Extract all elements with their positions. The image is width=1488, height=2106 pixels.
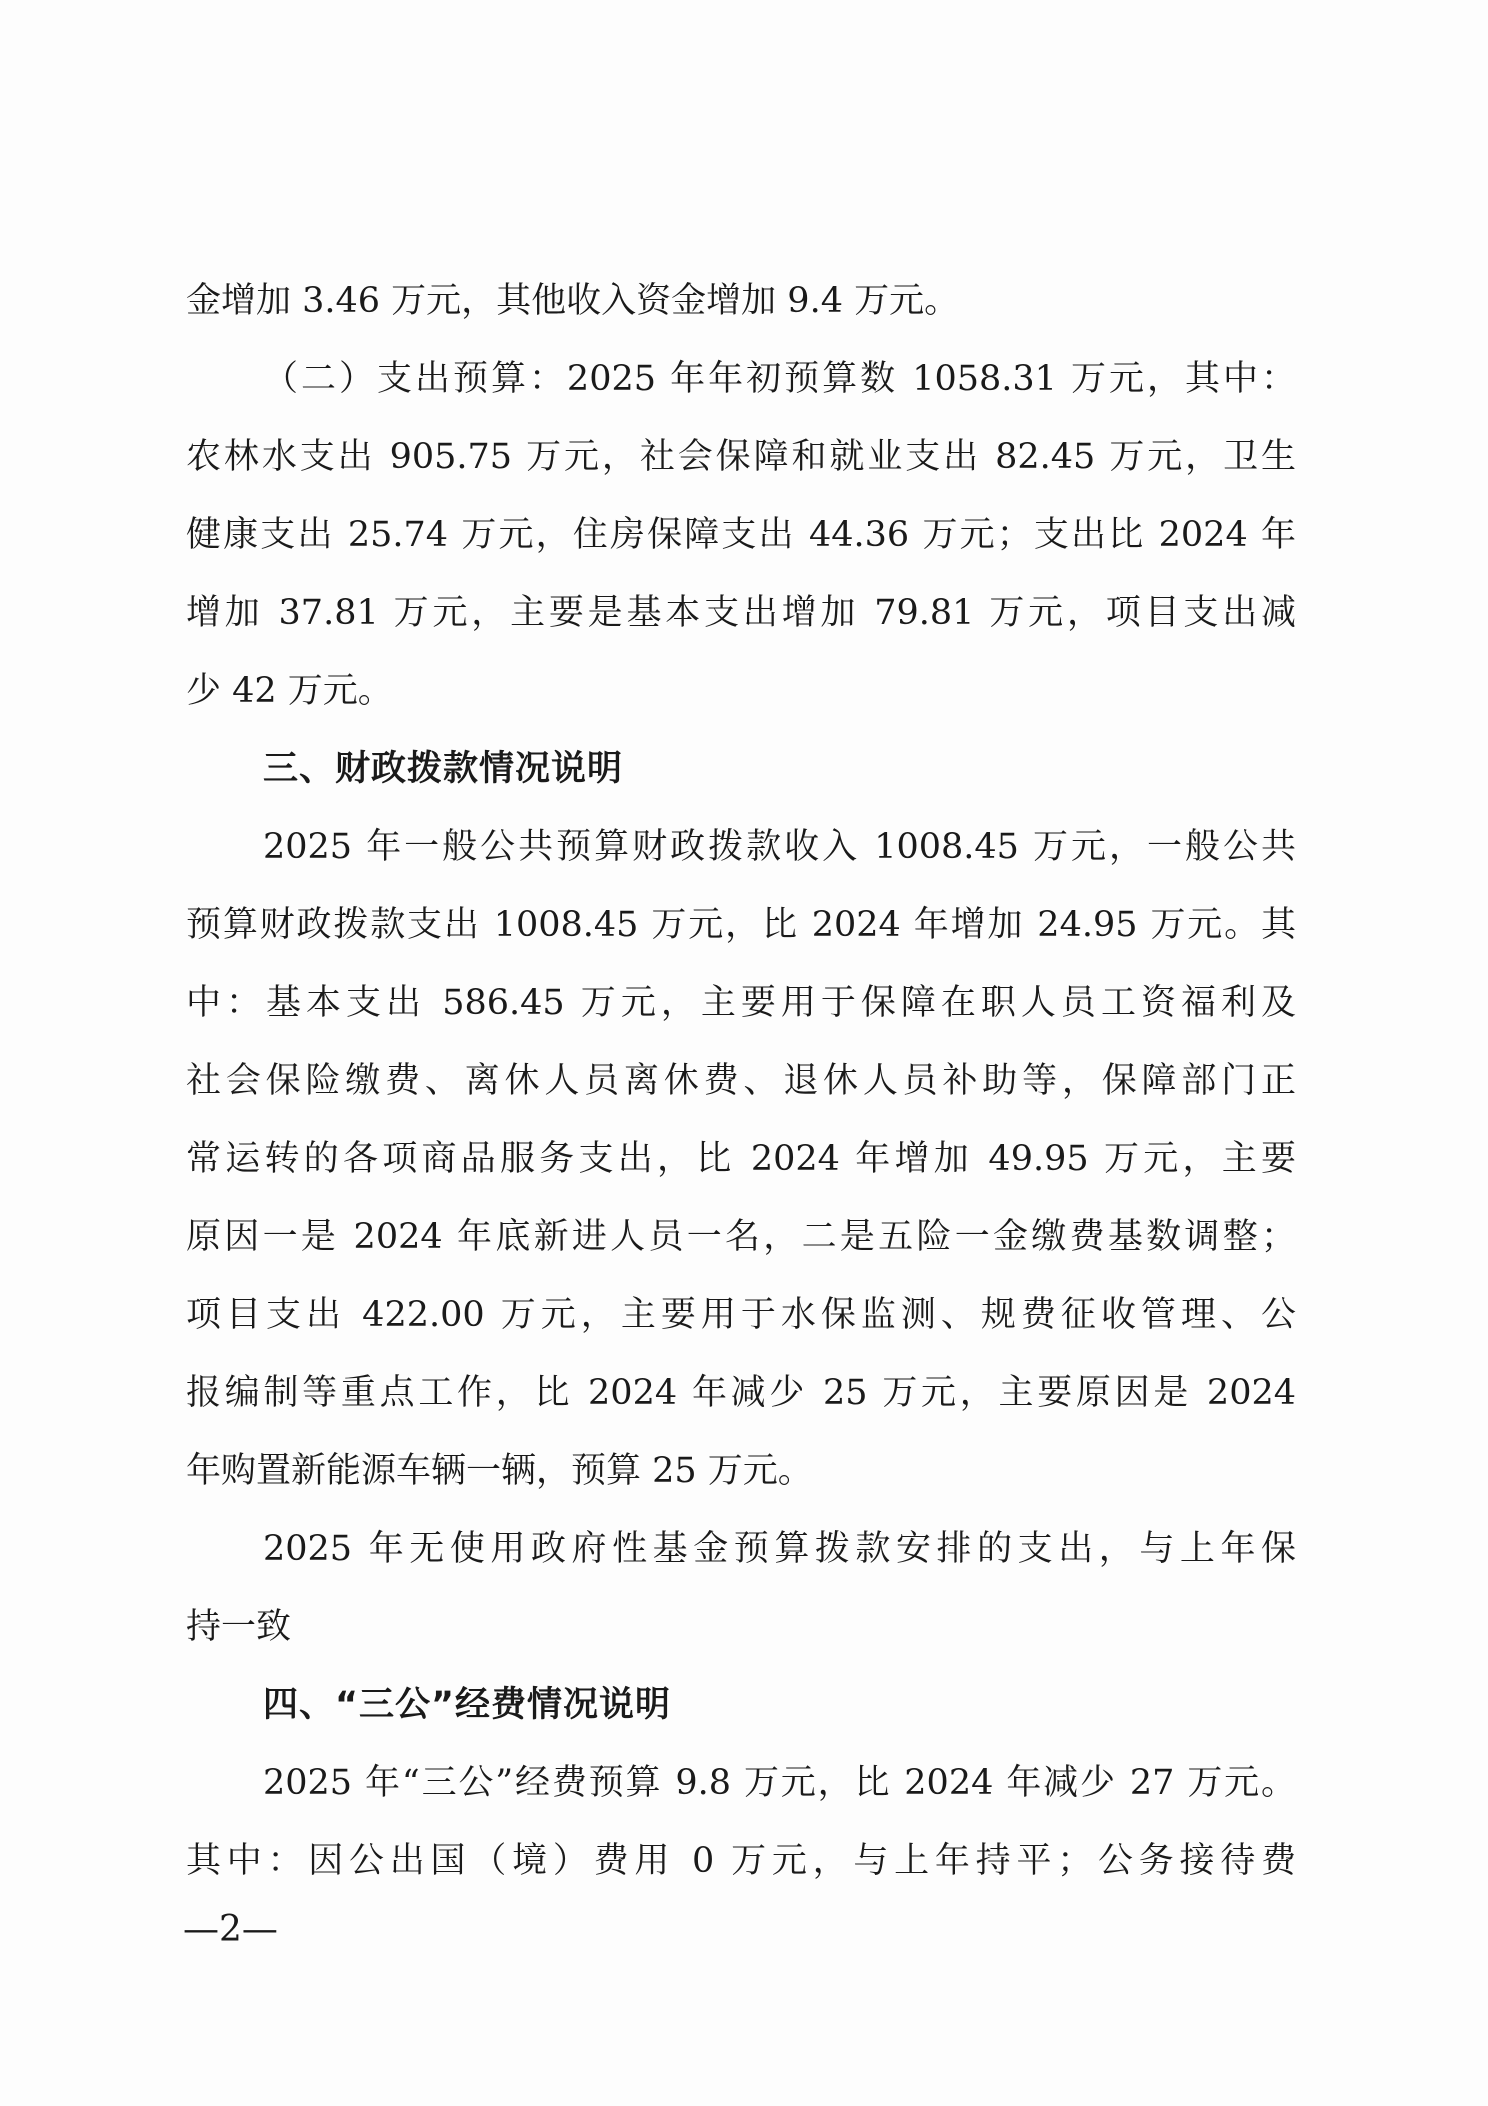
paragraph-line: 年购置新能源车辆一辆，预算 25 万元。 — [186, 1451, 813, 1491]
paragraph-line: 农林水支出 905.75 万元，社会保障和就业支出 82.45 万元，卫生 — [186, 437, 1296, 477]
paragraph-line: 报编制等重点工作，比 2024 年减少 25 万元，主要原因是 2024 — [186, 1373, 1296, 1413]
paragraph-line: 社会保险缴费、离休人员离休费、退休人员补助等，保障部门正 — [186, 1061, 1296, 1101]
section-heading: 四、“三公”经费情况说明 — [263, 1685, 672, 1725]
paragraph-line: 健康支出 25.74 万元，住房保障支出 44.36 万元；支出比 2024 年 — [186, 515, 1296, 555]
paragraph-line: 常运转的各项商品服务支出，比 2024 年增加 49.95 万元，主要 — [186, 1139, 1296, 1179]
paragraph-line: 2025 年一般公共预算财政拨款收入 1008.45 万元，一般公共 — [263, 827, 1296, 867]
paragraph-line: （二）支出预算：2025 年年初预算数 1058.31 万元，其中： — [263, 359, 1296, 399]
paragraph-line: 原因一是 2024 年底新进人员一名，二是五险一金缴费基数调整； — [186, 1217, 1296, 1257]
paragraph-line: 中：基本支出 586.45 万元，主要用于保障在职人员工资福利及 — [186, 983, 1296, 1023]
paragraph-line: 项目支出 422.00 万元，主要用于水保监测、规费征收管理、公 — [186, 1295, 1296, 1335]
section-heading: 三、财政拨款情况说明 — [263, 749, 624, 789]
paragraph-line: 预算财政拨款支出 1008.45 万元，比 2024 年增加 24.95 万元。其 — [186, 905, 1296, 945]
page-number: —2— — [183, 1909, 278, 1950]
paragraph-line: 增加 37.81 万元，主要是基本支出增加 79.81 万元，项目支出减 — [186, 593, 1296, 633]
paragraph-line: 2025 年“三公”经费预算 9.8 万元，比 2024 年减少 27 万元。 — [263, 1763, 1296, 1803]
paragraph-line: 持一致 — [186, 1607, 292, 1647]
paragraph-line: 金增加 3.46 万元，其他收入资金增加 9.4 万元。 — [186, 281, 960, 321]
paragraph-line: 其中：因公出国（境）费用 0 万元，与上年持平；公务接待费 — [186, 1841, 1296, 1881]
paragraph-line: 2025 年无使用政府性基金预算拨款安排的支出，与上年保 — [263, 1529, 1296, 1569]
paragraph-line: 少 42 万元。 — [186, 671, 393, 711]
